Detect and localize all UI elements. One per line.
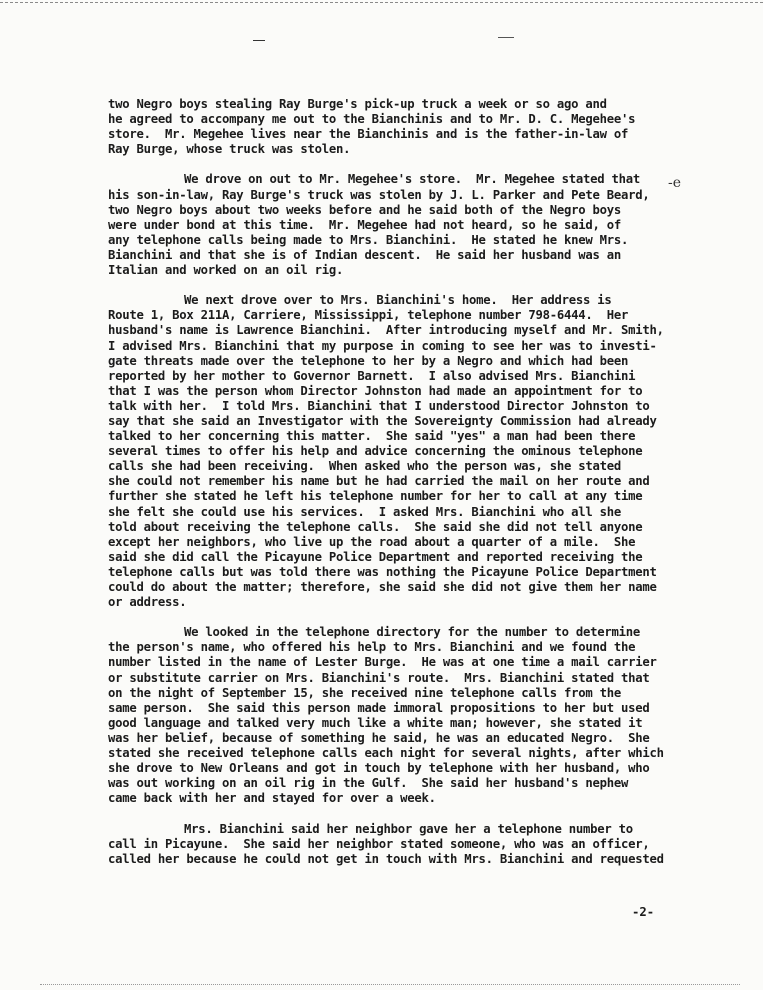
handwritten-margin-mark: -e [668,175,682,191]
text-line: she could not remember his name but he had carried the mail on her route and [108,474,650,489]
text-line: or substitute carrier on Mrs. Bianchini's route. Mrs. Bianchini stated that [108,670,650,685]
text-line: or address. [108,595,187,610]
text-line: telephone calls but was told there was nothing the Picayune Police Department [108,564,657,579]
text-line: told about receiving the telephone calls. She said she did not tell anyone [108,519,643,534]
text-line: say that she said an Investigator with the Sovereignty Commission had already [108,413,657,428]
text-line: We next drove over to Mrs. Bianchini's home. Her address is [184,293,612,308]
text-line: his son-in-law, Ray Burge's truck was stolen by J. L. Parker and Pete Beard, [108,187,650,202]
top-scan-edge [0,2,763,3]
text-line: call in Picayune. She said her neighbor stated someone, who was an officer, [108,836,650,851]
text-line: two Negro boys about two weeks before and he said both of the Negro boys [108,202,622,217]
header-mark [253,40,265,41]
paragraph-3 [108,293,708,610]
text-line: We drove on out to Mr. Megehee's store. Mr. Megehee stated that [184,172,641,187]
paragraph-1 [108,97,708,157]
text-line: Ray Burge, whose truck was stolen. [108,142,351,157]
text-line: calls she had been receiving. When asked who the person was, she stated [108,459,622,474]
text-line: talk with her. I told Mrs. Bianchini that I understood Director Johnston to [108,398,650,413]
paragraph-2 [108,172,708,278]
text-line: came back with her and stayed for over a week. [108,791,436,806]
text-line: could do about the matter; therefore, she said she did not give them her name [108,580,657,594]
text-line: husband's name is Lawrence Bianchini. After introducing myself and Mr. Smith, [108,323,664,338]
text-line: that I was the person whom Director Johnston had made an appointment for to [108,383,643,398]
text-line: Route 1, Box 211A, Carriere, Mississippi, telephone number 798-6444. Her [108,308,629,323]
text-line: was out working on an oil rig in the Gulf. She said her husband's nephew [108,776,629,791]
text-line: were under bond at this time. Mr. Megehee had not heard, so he said, of [108,217,622,232]
text-line: called her because he could not get in touch with Mrs. Bianchini and requested [108,851,664,866]
text-line: the person's name, who offered his help to Mrs. Bianchini and we found the [108,640,636,655]
text-line: store. Mr. Megehee lives near the Bianchinis and is the father-in-law of [108,127,629,142]
page-number: -2- [632,905,655,919]
text-line: two Negro boys stealing Ray Burge's pick-up truck a week or so ago and [108,97,607,111]
text-line: Mrs. Bianchini said her neighbor gave her a telephone number to [184,821,633,836]
text-line: was her belief, because of something he said, he was an educated Negro. She [108,730,650,745]
text-line: further she stated he left his telephone number for her to call at any time [108,489,643,504]
text-line: said she did call the Picayune Police Department and reported receiving the [108,549,643,564]
text-line: she felt she could use his services. I asked Mrs. Bianchini who all she [108,504,622,519]
paragraph-5 [108,822,708,867]
bottom-scan-edge [40,984,740,985]
text-line: Italian and worked on an oil rig. [108,263,344,278]
text-line: reported by her mother to Governor Barnett. I also advised Mrs. Bianchini [108,368,636,383]
text-line: stated she received telephone calls each night for several nights, after which [108,746,664,761]
text-line: good language and talked very much like a white man; however, she stated it [108,715,643,730]
text-line: gate threats made over the telephone to her by a Negro and which had been [108,353,629,368]
text-line: I advised Mrs. Bianchini that my purpose in coming to see her was to investi- [108,338,657,353]
text-line: on the night of September 15, she received nine telephone calls from the [108,685,622,700]
text-line: talked to her concerning this matter. She said "yes" a man had been there [108,429,636,444]
paragraph-4 [108,625,708,806]
text-line: number listed in the name of Lester Burge. He was at one time a mail carrier [108,655,657,670]
text-line: same person. She said this person made immoral propositions to her but used [108,700,650,715]
text-line: any telephone calls being made to Mrs. Bianchini. He stated he knew Mrs. [108,232,629,247]
text-line: Bianchini and that she is of Indian descent. He said her husband was an [108,247,622,262]
text-line: We looked in the telephone directory for the number to determine [184,625,641,640]
text-line: several times to offer his help and advice concerning the ominous telephone [108,444,643,459]
text-line: except her neighbors, who live up the road about a quarter of a mile. She [108,534,636,549]
text-line: she drove to New Orleans and got in touch by telephone with her husband, who [108,761,650,776]
text-line: he agreed to accompany me out to the Bianchinis and to Mr. D. C. Megehee's [108,112,636,127]
header-mark [498,37,514,38]
report-body [108,97,708,882]
